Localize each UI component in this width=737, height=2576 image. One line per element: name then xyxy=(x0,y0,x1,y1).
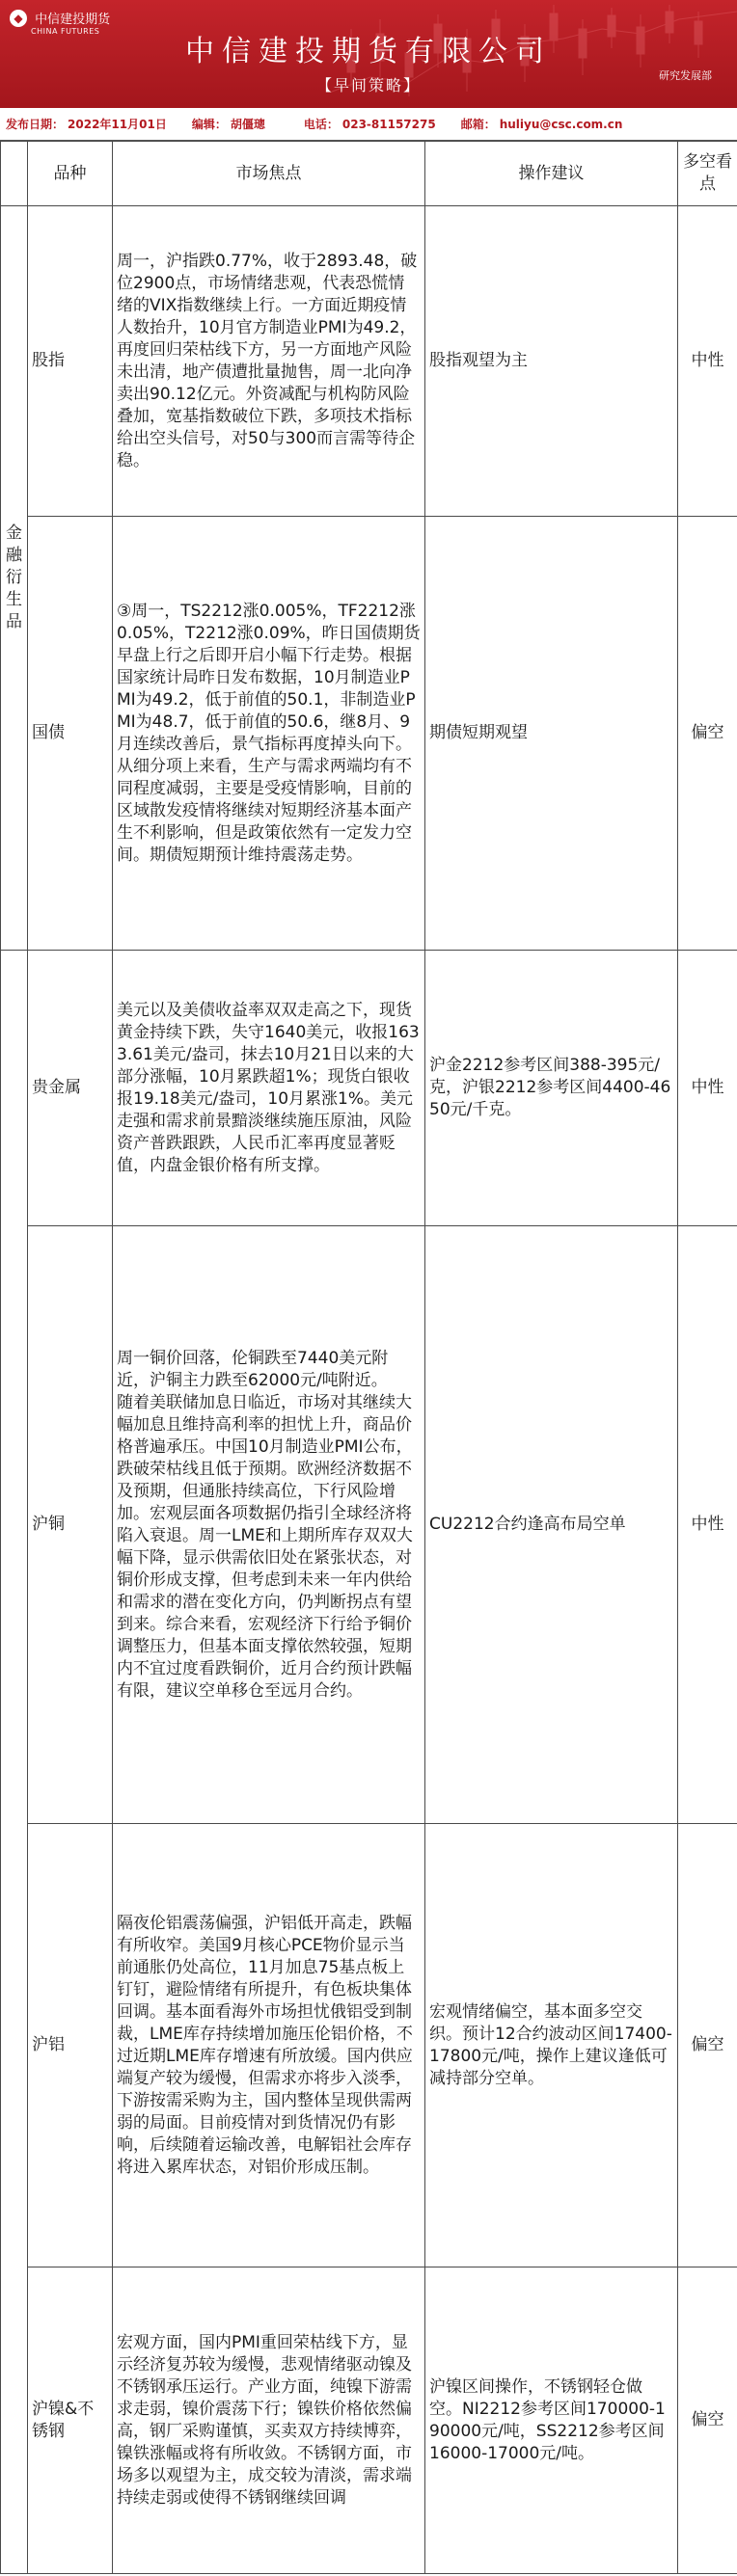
strategy-table xyxy=(0,141,737,2574)
advice-cell: CU2212合约逢高布局空单 xyxy=(425,1226,678,1824)
header-focus: 市场焦点 xyxy=(113,142,425,206)
focus-cell: 周一，沪指跌0.77%，收于2893.48，破位2900点，市场情绪悲观，代表恐慌情绪的VIX指数继续上行。一方面近期疫情人数抬升，10月官方制造业PMI为49.2，再度回归荣枯线下方，另一方面地产风险未出清，地产债遭批量抛售，周一北向净卖出90.12亿元。外资减配与机构防风险叠加，宽基指数破位下跌，多项技术指标给出空头信号，对50与300而言需等待企稳。 xyxy=(113,206,425,517)
editor-label: 编辑： xyxy=(191,118,227,131)
advice-cell: 沪金2212参考区间388-395元/克，沪银2212参考区间4400-4650元/千克。 xyxy=(425,951,678,1226)
logo-text-cn: 中信建投期货 xyxy=(35,13,111,27)
header-blank xyxy=(1,142,28,206)
phone-label: 电话： xyxy=(303,118,339,131)
table-row xyxy=(1,206,737,517)
report-subtitle: 【早间策略】 xyxy=(315,76,421,94)
table-header-row xyxy=(1,142,737,206)
header-advice: 操作建议 xyxy=(425,142,678,206)
table-row xyxy=(1,517,737,951)
table-row xyxy=(1,1226,737,1824)
advice-cell: 期债短期观望 xyxy=(425,517,678,951)
header-variety: 品种 xyxy=(28,142,113,206)
table-row xyxy=(1,1824,737,2267)
advice-cell: 沪镍区间操作，不锈钢轻仓做空。NI2212参考区间170000-190000元/吨，SS2212参考区间16000-17000元/吨。 xyxy=(425,2267,678,2574)
date-label: 发布日期： xyxy=(6,118,65,131)
email-label: 邮箱： xyxy=(460,118,496,131)
report-header xyxy=(0,0,737,108)
logo-mark-icon: ◆ xyxy=(10,10,27,27)
department-name: 研究发展部 xyxy=(659,69,712,82)
table-row xyxy=(1,2267,737,2574)
focus-cell: 隔夜伦铝震荡偏强，沪铝低开高走，跌幅有所收窄。美国9月核心PCE物价显示当前通胀仍处高位，11月加息75基点板上钉钉，避险情绪有所提升，有色板块集体回调。基本面看海外市场担忧俄铝受到制裁，LME库存持续增加施压伦铝价格，不过近期LME库存增速有所放缓。国内供应端复产较为缓慢，但需求亦将步入淡季，下游按需采购为主，国内整体呈现供需两弱的局面。目前疫情对到货情况仍有影响，后续随着运输改善，电解铝社会库存将进入累库状态，对铝价形成压制。 xyxy=(113,1824,425,2267)
variety-cell: 沪铜 xyxy=(28,1226,113,1824)
advice-cell: 宏观情绪偏空，基本面多空交织。预计12合约波动区间17400-17800元/吨，操作上建议逢低可减持部分空单。 xyxy=(425,1824,678,2267)
view-cell: 中性 xyxy=(678,951,737,1226)
phone-value: 023-81157275 xyxy=(341,117,436,131)
email-value[interactable]: huliyu@csc.com.cn xyxy=(499,117,623,131)
view-cell: 偏空 xyxy=(678,517,737,951)
view-cell: 偏空 xyxy=(678,2267,737,2574)
company-name: 中信建投期货有限公司 xyxy=(185,35,552,68)
report-info-bar xyxy=(0,108,737,141)
date-value: 2022年11月01日 xyxy=(68,118,167,131)
view-cell: 偏空 xyxy=(678,1824,737,2267)
variety-cell: 股指 xyxy=(28,206,113,517)
variety-cell: 沪镍&不锈钢 xyxy=(28,2267,113,2574)
group-financial: 金融衍生品 xyxy=(1,206,28,951)
table-row xyxy=(1,951,737,1226)
view-cell: 中性 xyxy=(678,206,737,517)
header-view: 多空看点 xyxy=(678,142,737,206)
view-cell: 中性 xyxy=(678,1226,737,1824)
advice-cell: 股指观望为主 xyxy=(425,206,678,517)
variety-cell: 沪铝 xyxy=(28,1824,113,2267)
variety-cell: 国债 xyxy=(28,517,113,951)
variety-cell: 贵金属 xyxy=(28,951,113,1226)
focus-cell: 美元以及美债收益率双双走高之下，现货黄金持续下跌，失守1640美元，收报1633.61美元/盎司，抹去10月21日以来的大部分涨幅，10月累跌超1%；现货白银收报19.18美元/盎司，10月累涨1%。美元走强和需求前景黯淡继续施压原油，风险资产普跌跟跌，人民币汇率再度显著贬值，内盘金银价格有所支撑。 xyxy=(113,951,425,1226)
focus-cell: 周一铜价回落，伦铜跌至7440美元附近，沪铜主力跌至62000元/吨附近。 随着美联储加息日临近，市场对其继续大幅加息且维持高利率的担忧上升，商品价格普遍承压。中国10月制造业PMI公布，跌破荣枯线且低于预期。欧洲经济数据不及预期，但通胀持续高位，下行风险增加。宏观层面各项数据仍指引全球经济将陷入衰退。周一LME和上期所库存双双大幅下降，显示供需依旧处在紧张状态，对铜价形成支撑，但考虑到未来一年内供给和需求的潜在变化方向，仍判断拐点有望到来。综合来看，宏观经济下行给予铜价调整压力，但基本面支撑依然较强，短期内不宜过度看跌铜价，近月合约预计跌幅有限，建议空单移仓至远月合约。 xyxy=(113,1226,425,1824)
focus-cell: 宏观方面，国内PMI重回荣枯线下方，显示经济复苏较为缓慢，悲观情绪驱动镍及不锈钢承压运行。产业方面，纯镍下游需求走弱，镍价震荡下行；镍铁价格依然偏高，钢厂采购谨慎，买卖双方持续博弈，镍铁涨幅或将有所收敛。不锈钢方面，市场多以观望为主，成交较为清淡，需求端持续走弱或使得不锈钢继续回调 xyxy=(113,2267,425,2574)
focus-cell: ③周一，TS2212涨0.005%，TF2212涨0.05%，T2212涨0.09%，昨日国债期货早盘上行之后即开启小幅下行走势。根据国家统计局昨日发布数据，10月制造业PMI为49.2，低于前值的50.1，非制造业PMI为48.7，低于前值的50.6，继8月、9月连续改善后，景气指标再度掉头向下。从细分项上来看，生产与需求两端均有不同程度减弱，主要是受疫情影响，目前的区域散发疫情将继续对短期经济基本面产生不利影响，但是政策依然有一定发力空间。期债短期预计维持震荡走势。 xyxy=(113,517,425,951)
editor-value: 胡僵璁 xyxy=(230,118,265,131)
logo-text-en: CHINA FUTURES xyxy=(31,27,100,36)
group-commodity xyxy=(1,951,28,2574)
